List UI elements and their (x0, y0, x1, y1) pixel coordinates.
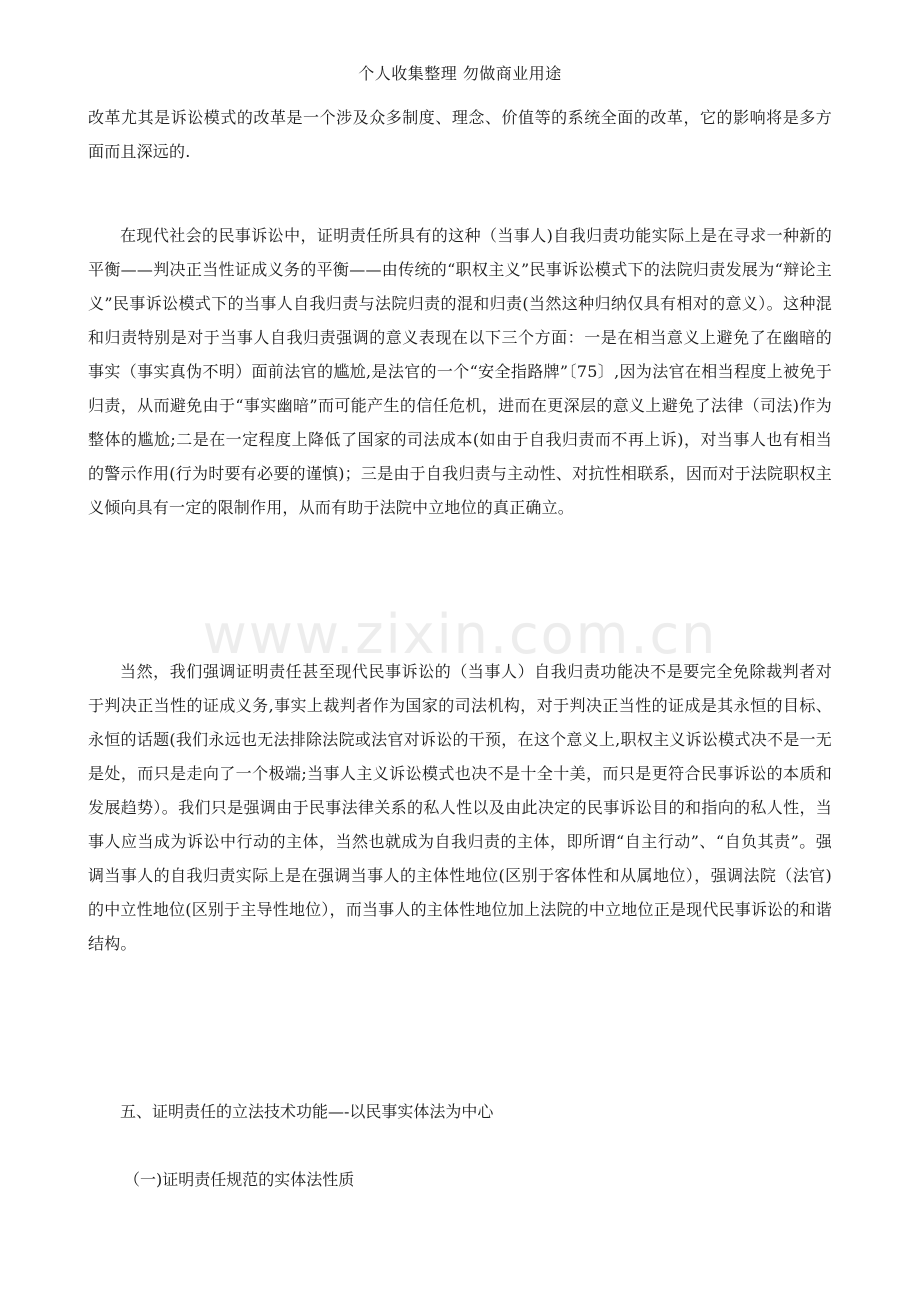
paragraph-2: 在现代社会的民事诉讼中，证明责任所具有的这种（当事人)自我归责功能实际上是在寻求一种新的平衡——判决正当性证成义务的平衡——由传统的“职权主义”民事诉讼模式下的法院归责发展为“辩论主义”民事诉讼模式下的当事人自我归责与法院归责的混和归责(当然这种归纳仅具有相对的意义）。这种混和归责特别是对于当事人自我归责强调的意义表现在以下三个方面：一是在相当意义上避免了在幽暗的事实（事实真伪不明）面前法官的尴尬,是法官的一个“安全指路牌”〔75〕,因为法官在相当程度上被免于归责，从而避免由于“事实幽暗”而可能产生的信任危机，进而在更深层的意义上避免了法律（司法)作为整体的尴尬;二是在一定程度上降低了国家的司法成本(如由于自我归责而不再上诉)，对当事人也有相当的警示作用(行为时要有必要的谨慎)；三是由于自我归责与主动性、对抗性相联系，因而对于法院职权主义倾向具有一定的限制作用，从而有助于法院中立地位的真正确立。 (88, 226, 832, 517)
paragraph-1: 改革尤其是诉讼模式的改革是一个涉及众多制度、理念、价值等的系统全面的改革，它的影响将是多方面而且深远的. (88, 108, 832, 161)
page-header-note: 个人收集整理 勿做商业用途 (358, 64, 562, 83)
section-heading-5: 五、证明责任的立法技术功能—-以民事实体法为中心 (120, 1102, 494, 1121)
subsection-heading-5-1: （一)证明责任规范的实体法性质 (124, 1170, 355, 1189)
watermark: www.zixin.com.cn (202, 603, 718, 666)
paragraph-3: 当然，我们强调证明责任甚至现代民事诉讼的（当事人）自我归责功能决不是要完全免除裁判者对于判决正当性的证成义务,事实上裁判者作为国家的司法机构，对于判决正当性的证成是其永恒的目标、永恒的话题(我们永远也无法排除法院或法官对诉讼的干预，在这个意义上,职权主义诉讼模式决不是一无是处，而只是走向了一个极端;当事人主义诉讼模式也决不是十全十美，而只是更符合民事诉讼的本质和发展趋势）。我们只是强调由于民事法律关系的私人性以及由此决定的民事诉讼目的和指向的私人性，当事人应当成为诉讼中行动的主体，当然也就成为自我归责的主体，即所谓“自主行动”、“自负其责”。强调当事人的自我归责实际上是在强调当事人的主体性地位(区别于客体性和从属地位），强调法院（法官)的中立性地位(区别于主导性地位），而当事人的主体性地位加上法院的中立地位正是现代民事诉讼的和谐结构。 (88, 662, 832, 953)
